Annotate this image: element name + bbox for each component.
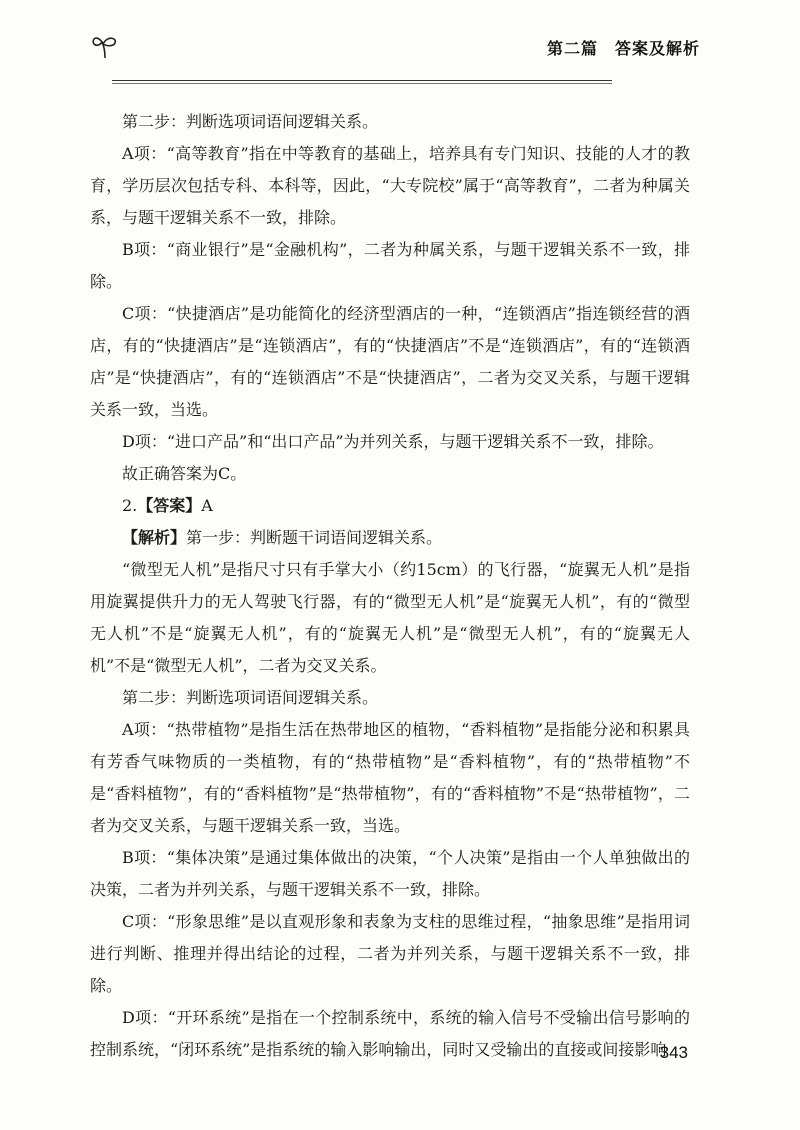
answer-line	[90, 490, 690, 522]
paragraph: A项：“热带植物”是指生活在热带地区的植物，“香料植物”是指能分泌和积累具有芳香气味物质的一类植物，有的“热带植物”是“香料植物”，有的“热带植物”不是“香料植物”，有的“香料植物”是“热带植物”，有的“香料植物”不是“热带植物”，二者为交叉关系，与题干逻辑关系一致，当选。	[90, 720, 690, 835]
paragraph: A项：“高等教育”指在中等教育的基础上，培养具有专门知识、技能的人才的教育，学历层次包括专科、本科等，因此，“大专院校”属于“高等教育”，二者为种属关系，与题干逻辑关系不一致，排除。	[90, 144, 690, 227]
paragraph: 故正确答案为C。	[122, 464, 247, 483]
answer-value: A	[201, 496, 213, 515]
analysis-label: 【解析】	[122, 528, 187, 547]
answer-label: 【答案】	[137, 496, 202, 515]
sprout-icon	[90, 32, 120, 60]
paragraph: C项：“形象思维”是以直观形象和表象为支柱的思维过程，“抽象思维”是指用词进行判断、推理并得出结论的过程，二者为并列关系，与题干逻辑关系不一致，排除。	[90, 912, 690, 995]
running-head: 第二篇 答案及解析	[546, 39, 700, 58]
paragraph: B项：“集体决策”是通过集体做出的决策，“个人决策”是指由一个人单独做出的决策，二者为并列关系，与题干逻辑关系不一致，排除。	[90, 848, 690, 899]
page-header	[90, 30, 700, 70]
analysis-line: 【解析】第一步：判断题干词语间逻辑关系。	[122, 528, 443, 547]
paragraph: “微型无人机”是指尺寸只有手掌大小（约15cm）的飞行器，“旋翼无人机”是指用旋翼提供升力的无人驾驶飞行器，有的“微型无人机”是“旋翼无人机”，有的“微型无人机”不是“旋翼无人机”，有的“旋翼无人机”是“微型无人机”，有的“旋翼无人机”不是“微型无人机”，二者为交叉关系。	[90, 560, 690, 675]
paragraph: B项：“商业银行”是“金融机构”，二者为种属关系，与题干逻辑关系不一致，排除。	[90, 240, 690, 291]
paragraph: D项：“进口产品”和“出口产品”为并列关系，与题干逻辑关系不一致，排除。	[122, 432, 664, 451]
header-rule	[112, 80, 612, 81]
paragraph: 第二步：判断选项词语间逻辑关系。	[122, 112, 379, 131]
header-rule-thin	[112, 83, 612, 84]
question-number: 2.	[122, 496, 138, 515]
paragraph: 第二步：判断选项词语间逻辑关系。	[122, 688, 379, 707]
body-text	[90, 106, 690, 1066]
paragraph: C项：“快捷酒店”是功能简化的经济型酒店的一种，“连锁酒店”指连锁经营的酒店，有的“快捷酒店”是“连锁酒店”，有的“快捷酒店”不是“连锁酒店”，有的“连锁酒店”是“快捷酒店”，有的“连锁酒店”不是“快捷酒店”，二者为交叉关系，与题干逻辑关系一致，当选。	[90, 304, 690, 419]
page-number: 343	[659, 1043, 688, 1062]
paragraph: D项：“开环系统”是指在一个控制系统中，系统的输入信号不受输出信号影响的控制系统，“闭环系统”是指系统的输入影响输出，同时又受输出的直接或间接影响	[90, 1008, 690, 1059]
